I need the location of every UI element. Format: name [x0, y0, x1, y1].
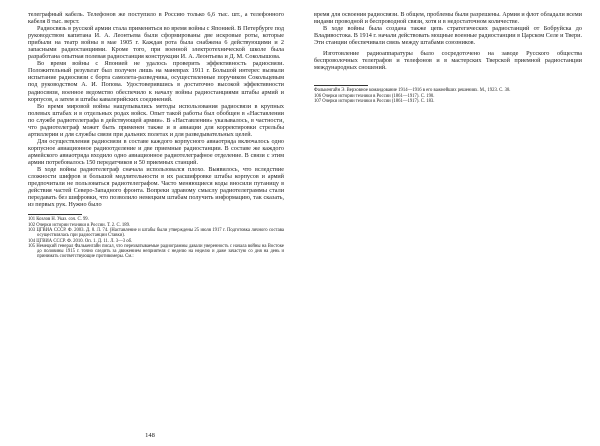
paragraph: В ходе войны радиотелеграф сначала использовался плохо. Выявилось, что вследствие сложности шифров и большой медлительности в их расшифровке штабы корпусов и армий предпочитали не пользоваться радиотелеграфом. Часто меняющиеся коды вносили путаницу в действия частей Северо-Западного фронта. Вопреки здравому смыслу радиотелеграммы стали передавать без шифровки, что позволило немецким штабам получить информацию, так сказать, из первых рук. Нужно было: [28, 166, 284, 209]
paragraph: Во время войны с Японией не удалось проверить эффективность радиосвязи. Положительный результат был получен лишь на маневрах 1911 г. Большой интерес вызвали испытание радиосвязи с борта самолета-разведчика, осуществленные поручиком Сокольцевым под руководством А. И. Попова. Удостоверившись в достаточно высокой эффективности радиосвязи, военное ведомство обеспечило к началу войны радиостанциями штабы армий и корпусов, а затем и штабы кавалерийских соединений.: [28, 60, 284, 103]
footnote: 106 Очерки истории техники в России (1861—1917). С. 190.: [314, 93, 435, 99]
paragraph: Изготовление радиоаппаратуры было сосредоточено на заводе Русского общества беспроволочных телеграфов и телефонов и в мастерских Тверской приемной радиостанции международных сношений.: [314, 50, 582, 72]
footnote: 102 Очерки истории техники в России. Т. 2. С. 189.: [28, 222, 131, 228]
footnote: 107 Очерки истории техники в России (1861—1917). С. 183.: [314, 98, 435, 104]
footnote: 104 ЦГВИА СССР. Ф. 2010. Оп. 1. Д. 11. Л. 3—3 об.: [28, 238, 133, 244]
right-page: [300, 0, 600, 446]
paragraph: Во время мировой войны нащупывались методы использования радиосвязи в крупных полевых штабах и в отдельных родах войск. Опыт такой работы был обобщен в «Наставлении по службе радиотелеграфа в действующей армии». В «Наставлении» указывалось, в частности, что радиотелеграф может быть применен также и в авиации для корректировки стрельбы артиллерии и для службы связи при дальних полетах и для разведывательных целей.: [28, 102, 284, 138]
footnote: 105 Немецкий генерал Фалькенгайн писал, что перехватываемые радиограммы давали уверенность с начала войны на Востоке до половины 1915 г. точно следить за движением неприятеля с неделю на неделю и даже зачастую со дня на день и принимать соответствующие противомеры. См.:: [28, 243, 284, 260]
footnote-separator: [314, 85, 368, 86]
page-number: 148: [145, 432, 155, 439]
paragraph: телеграфный кабель. Телефонов же поступило в Россию только 6,6 тыс. шт., а телефонного кабеля 8 тыс. верст.: [28, 11, 284, 26]
paragraph: время для освоения радиосвязи. В общем, проблемы были разрешены. Армия и флот обладали всеми видами проводной и беспроводной связи, хотя и в недостаточном количестве.: [314, 11, 582, 26]
footnote: 101 Козлов Н. Указ. соч. С. 99.: [28, 217, 89, 223]
footnote: 103 ЦГВИА СССР. Ф. 2003. Д. 8. Л. 74. (Наставление и штабы были утверждены 25 июля 1917 г. Подготовка личного состава осуществлялась при радиостанции Ставки).: [28, 227, 284, 239]
paragraph: Для осуществления радиосвязи в составе каждого корпусного авиаотряда включалось одно корпусное авиационное радиоотделение и две приемные радиостанции. В составе же каждого армейского авиаотряда входило одно авиационное радиотелеграфное отделение. В связи с этим армии потребовалось 150 передатчиков и 50 приемных станций.: [28, 137, 284, 166]
footnote: Фалькенгайн Э. Верховное командование 1914—1916 в его важнейших решениях. М., 1923. С. 38.: [314, 88, 511, 94]
paragraph: Радиосвязь в русской армии стала применяться во время войны с Японией. В Петербурге под руководством капитана И. А. Леонтьева были сформированы две искровые роты, которые прибыли на театр войны в мае 1905 г. Каждая рота была снабжена 6 действующими и 2 запасными радиостанциями. Кроме того, при военной электротехнической школе была разработана опытная полевая радиостанция конструкции И. А. Леонтьева и Д. М. Соколышова.: [28, 25, 284, 61]
paragraph: В ходе войны была создана также цепь стратегических радиостанций от Бобруйска до Владивостока. В 1914 г. начали действовать мощные военные радиостанции в Царском Селе и Твери. Эти станции обеспечивали связь между штабами союзников.: [314, 25, 582, 47]
footnote-separator: [28, 214, 82, 215]
